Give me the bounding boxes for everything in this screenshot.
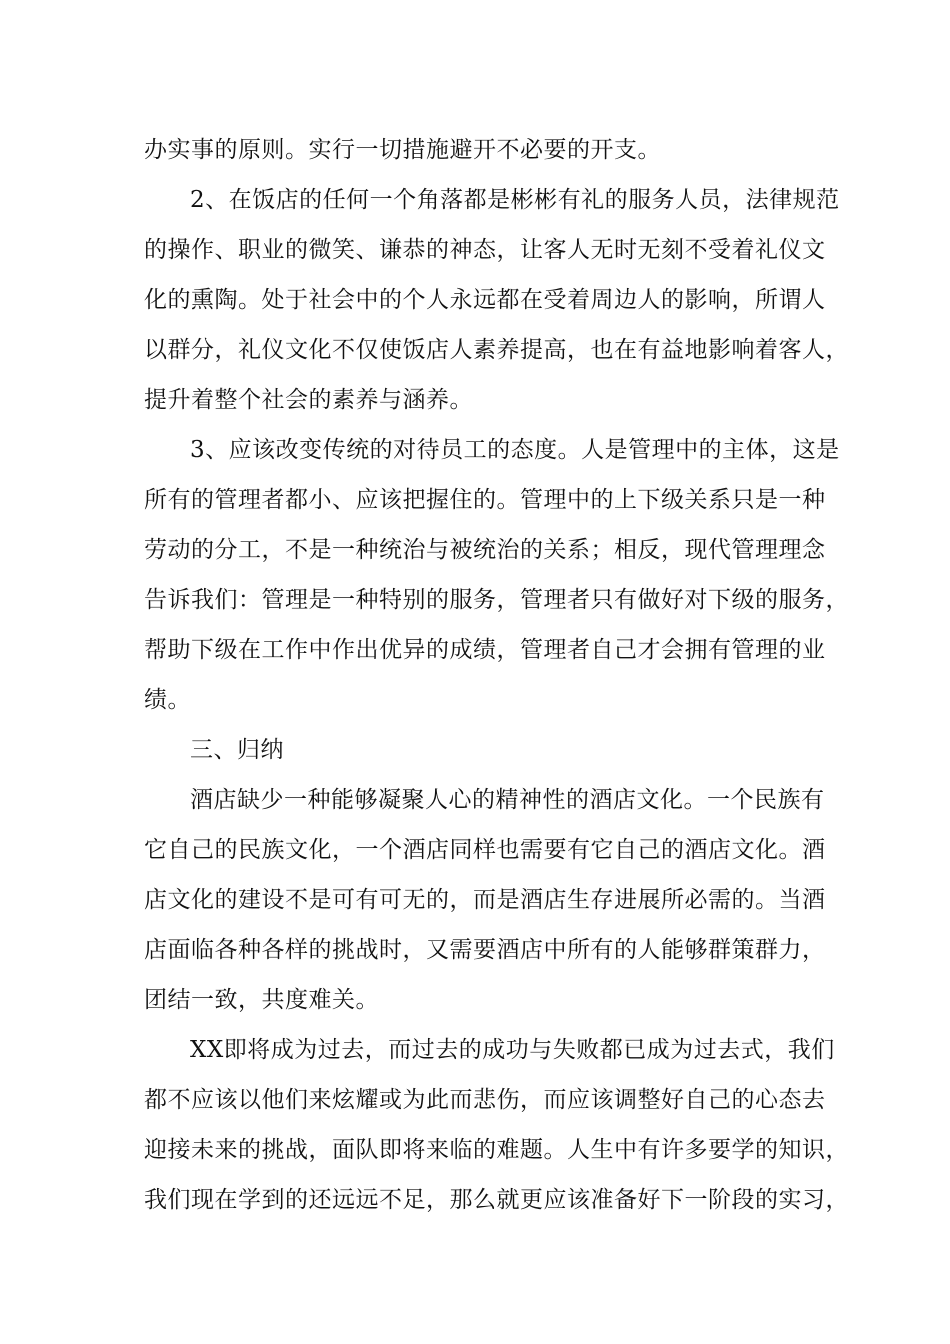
text-line: 3、应该改变传统的对待员工的态度。人是管理中的主体，这是 — [190, 437, 840, 463]
text-line: 以群分，礼仪文化不仅使饭店人素养提高，也在有益地影响着客人， — [144, 337, 849, 363]
text-line: 酒店缺少一种能够凝聚人心的精神性的酒店文化。一个民族有 — [190, 787, 825, 813]
text-line: 店文化的建设不是可有可无的，而是酒店生存进展所必需的。当酒 — [144, 887, 826, 913]
text-line: 2、在饭店的任何一个角落都是彬彬有礼的服务人员，法律规范 — [190, 187, 840, 213]
text-line: 迎接未来的挑战，面队即将来临的难题。人生中有许多要学的知识， — [144, 1137, 849, 1163]
text-line: 告诉我们：管理是一种特别的服务，管理者只有做好对下级的服务， — [144, 587, 849, 613]
text-line: 绩。 — [144, 687, 191, 713]
text-line: 的操作、职业的微笑、谦恭的神态，让客人无时无刻不受着礼仪文 — [144, 237, 826, 263]
text-line: 帮助下级在工作中作出优异的成绩，管理者自己才会拥有管理的业 — [144, 637, 826, 663]
text-line: 店面临各种各样的挑战时，又需要酒店中所有的人能够群策群力， — [144, 937, 826, 963]
text-line: 团结一致，共度难关。 — [144, 987, 379, 1013]
text-line: 它自己的民族文化，一个酒店同样也需要有它自己的酒店文化。酒 — [144, 837, 826, 863]
document-body — [144, 125, 849, 1225]
text-line: 办实事的原则。实行一切措施避开不必要的开支。 — [144, 137, 661, 163]
text-line: 提升着整个社会的素养与涵养。 — [144, 387, 473, 413]
text-line: 化的熏陶。处于社会中的个人永远都在受着周边人的影响，所谓人 — [144, 287, 826, 313]
text-line: 劳动的分工，不是一种统治与被统治的关系；相反，现代管理理念 — [144, 537, 826, 563]
text-line: 我们现在学到的还远远不足，那么就更应该准备好下一阶段的实习， — [144, 1187, 849, 1213]
section-heading: 三、归纳 — [190, 737, 284, 763]
text-line: 都不应该以他们来炫耀或为此而悲伤，而应该调整好自己的心态去 — [144, 1087, 826, 1113]
text-line: XX即将成为过去，而过去的成功与失败都已成为过去式，我们 — [190, 1037, 835, 1063]
text-line: 所有的管理者都小、应该把握住的。管理中的上下级关系只是一种 — [144, 487, 826, 513]
